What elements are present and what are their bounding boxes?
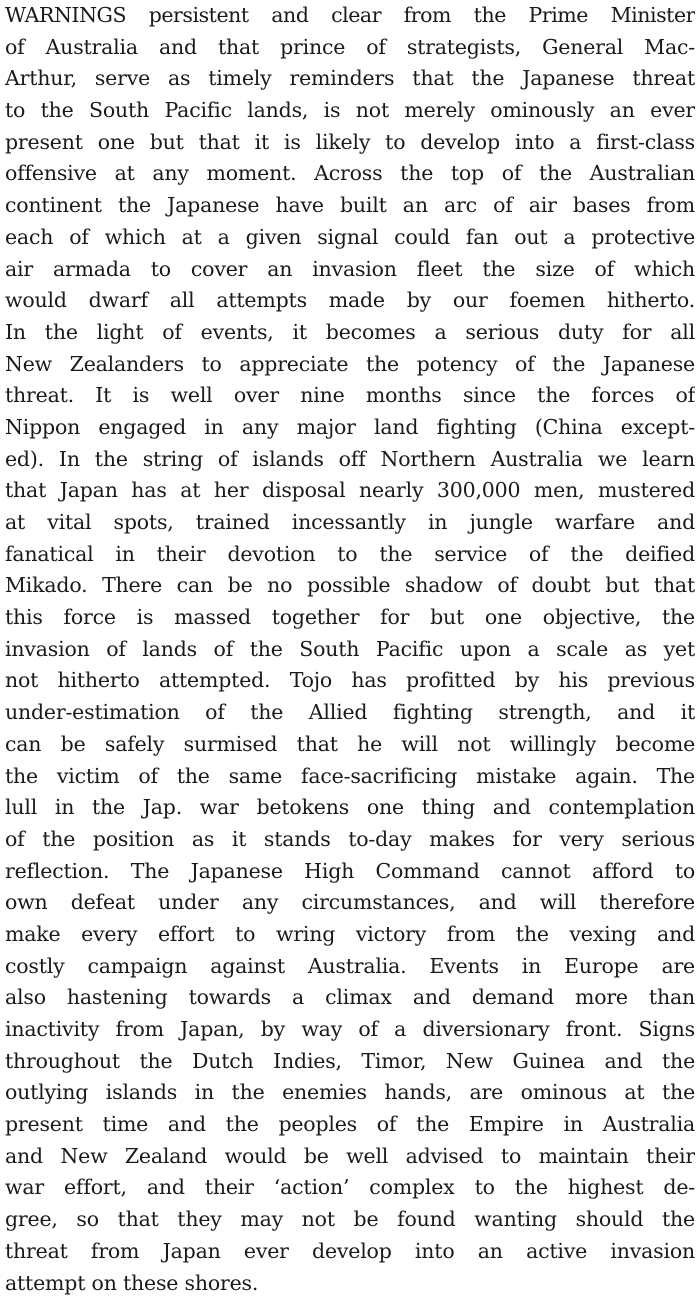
article-line: can be safely surmised that he will not willingly become xyxy=(5,731,695,756)
article-line: own defeat under any circumstances, and will therefore xyxy=(5,890,695,915)
article-line: costly campaign against Australia. Events in Europe are xyxy=(5,953,695,978)
article-line: at vital spots, trained incessantly in jungle warfare and xyxy=(5,510,695,534)
article-line: invasion of lands of the South Pacific upon a scale as yet xyxy=(5,636,695,661)
article-line: WARNINGS persistent and clear from the Prime Minister xyxy=(5,3,695,27)
article-line: outlying islands in the enemies hands, are ominous at the xyxy=(5,1080,695,1105)
article-line: to the South Pacific lands, is not merely ominously an ever xyxy=(5,98,695,123)
article-line: continent the Japanese have built an arc of air bases from xyxy=(5,193,695,218)
article-line: not hitherto attempted. Tojo has profitted by his previous xyxy=(5,668,695,693)
article-line: threat from Japan ever develop into an active invasion xyxy=(5,1238,695,1263)
article-line: attempt on these shores. xyxy=(5,1270,259,1295)
article-line: fanatical in their devotion to the service of the deified xyxy=(5,541,695,566)
article-line: present time and the peoples of the Empire in Australia xyxy=(5,1112,695,1137)
article-line: of the position as it stands to-day makes for very serious xyxy=(5,826,695,851)
article-line: Mikado. There can be no possible shadow of doubt but that xyxy=(5,573,695,598)
article-line: and New Zealand would be well advised to maintain their xyxy=(5,1143,695,1168)
article-line: gree, so that they may not be found wanting should the xyxy=(5,1207,695,1232)
article-line: reflection. The Japanese High Command cannot afford to xyxy=(5,858,695,883)
article-line: also hastening towards a climax and demand more than xyxy=(5,985,695,1010)
article-line: of Australia and that prince of strategists, General Mac- xyxy=(5,34,695,59)
article-line: throughout the Dutch Indies, Timor, New Guinea and the xyxy=(5,1048,695,1073)
article-line: each of which at a given signal could fan out a protective xyxy=(5,224,695,249)
article-line: under-estimation of the Allied fighting strength, and it xyxy=(5,700,695,725)
article-line: threat. It is well over nine months since the forces of xyxy=(5,383,695,408)
article-line: this force is massed together for but one objective, the xyxy=(5,605,695,630)
article-line: In the light of events, it becomes a serious duty for all xyxy=(5,319,695,344)
article-column xyxy=(5,0,695,1299)
article-line: Arthur, serve as timely reminders that the Japanese threat xyxy=(5,66,695,91)
article-line: make every effort to wring victory from the vexing and xyxy=(5,921,695,946)
article-line: that Japan has at her disposal nearly 300,000 men, mustered xyxy=(5,478,695,503)
article-line: present one but that it is likely to develop into a first-class xyxy=(5,129,695,154)
article-line: lull in the Jap. war betokens one thing and contemplation xyxy=(5,795,695,820)
article-line: ed). In the string of islands off Northern Australia we learn xyxy=(5,446,695,471)
article-line: war effort, and their ‘action’ complex to the highest de- xyxy=(5,1175,695,1200)
article-line: inactivity from Japan, by way of a diversionary front. Signs xyxy=(5,1017,695,1041)
article-line: Nippon engaged in any major land fighting (China except- xyxy=(5,414,695,439)
article-line: air armada to cover an invasion fleet the size of which xyxy=(5,256,695,281)
article-line: the victim of the same face-sacrificing mistake again. The xyxy=(5,763,695,788)
article-line: offensive at any moment. Across the top of the Australian xyxy=(5,161,695,186)
article-line: would dwarf all attempts made by our foemen hitherto. xyxy=(5,288,695,313)
article-line: New Zealanders to appreciate the potency of the Japanese xyxy=(5,351,695,376)
